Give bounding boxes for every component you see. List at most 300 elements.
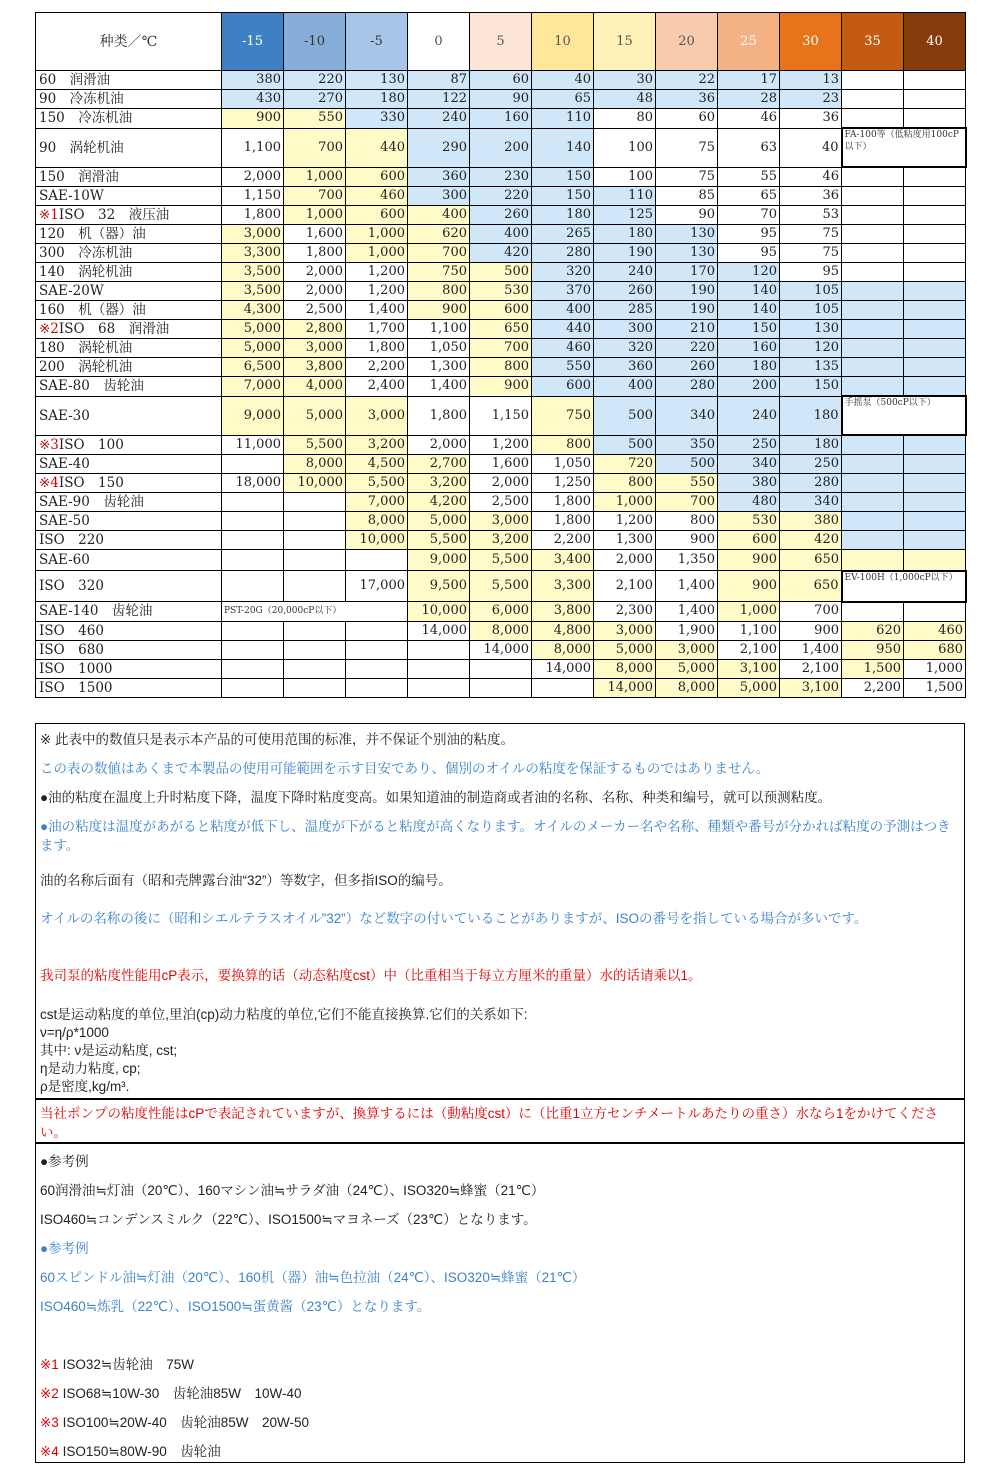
footnote-text: ISO32≒齿轮油 75W [62, 1357, 194, 1372]
viscosity-cell: 340 [656, 396, 718, 435]
oil-name-text: SAE-60 [39, 552, 90, 568]
viscosity-cell [842, 474, 904, 493]
oil-name-text: 90 涡轮机油 [39, 139, 124, 156]
viscosity-cell: 600 [470, 301, 532, 320]
oil-name [36, 282, 222, 301]
pump-note: EV-100H（1,000cP以下） [842, 571, 966, 602]
oil-name-text: SAE-20W [39, 283, 104, 299]
viscosity-cell: 130 [656, 244, 718, 263]
viscosity-cell: 5,500 [470, 550, 532, 571]
viscosity-cell: 750 [408, 263, 470, 282]
table-row [36, 550, 966, 571]
viscosity-cell [842, 377, 904, 397]
viscosity-cell: 36 [780, 109, 842, 129]
viscosity-cell: 2,000 [222, 167, 284, 187]
oil-name-text: 160 机（器）油 [39, 302, 146, 318]
viscosity-cell: 1,800 [408, 396, 470, 435]
viscosity-cell [904, 474, 966, 493]
viscosity-cell: 530 [470, 282, 532, 301]
viscosity-cell: 160 [470, 109, 532, 129]
table-row [36, 435, 966, 455]
viscosity-cell [408, 659, 470, 678]
viscosity-cell: 800 [532, 435, 594, 455]
viscosity-cell: 180 [780, 396, 842, 435]
viscosity-cell [904, 550, 966, 571]
viscosity-cell: 5,000 [656, 659, 718, 678]
viscosity-cell [904, 263, 966, 282]
viscosity-cell [904, 90, 966, 109]
viscosity-cell: 28 [718, 90, 780, 109]
viscosity-cell: 75 [656, 128, 718, 167]
viscosity-cell: 48 [594, 90, 656, 109]
oil-name-text: 150 润滑油 [39, 168, 119, 185]
viscosity-cell [842, 435, 904, 455]
viscosity-cell: 700 [656, 493, 718, 512]
viscosity-cell [842, 71, 904, 90]
viscosity-cell: 7,000 [346, 493, 408, 512]
viscosity-cell: 700 [470, 339, 532, 358]
viscosity-cell [408, 678, 470, 697]
note-line: ρ是密度,kg/m³. [40, 1079, 130, 1094]
viscosity-cell: 1,300 [594, 531, 656, 550]
viscosity-cell: 230 [470, 167, 532, 187]
viscosity-cell: 260 [656, 358, 718, 377]
viscosity-cell: 900 [408, 301, 470, 320]
oil-name-text: 300 冷冻机油 [39, 245, 133, 261]
viscosity-cell [222, 493, 284, 512]
viscosity-cell: 280 [780, 474, 842, 493]
table-row [36, 167, 966, 187]
viscosity-cell: 1,000 [346, 244, 408, 263]
viscosity-cell: 550 [656, 474, 718, 493]
viscosity-cell: 2,500 [284, 301, 346, 320]
oil-name [36, 396, 222, 435]
oil-name [36, 550, 222, 571]
oil-name-text: ISO 220 [39, 532, 104, 548]
oil-name-text: SAE-140 齿轮油 [39, 603, 153, 620]
reference-line: 60スピンドル油≒灯油（20℃）、160机（器）油≒色拉油（24℃）、ISO320≒蜂蜜（21℃） [40, 1270, 586, 1285]
viscosity-cell: 65 [718, 187, 780, 206]
viscosity-cell: 1,200 [470, 435, 532, 455]
viscosity-cell: 500 [594, 435, 656, 455]
viscosity-cell [904, 301, 966, 320]
viscosity-cell: 620 [408, 225, 470, 244]
viscosity-cell: 2,500 [470, 493, 532, 512]
viscosity-cell: 460 [904, 621, 966, 640]
oil-name-text: 180 涡轮机油 [39, 340, 133, 356]
viscosity-cell: 300 [408, 187, 470, 206]
viscosity-cell: 5,000 [408, 512, 470, 531]
footnote-marker: ※4 [39, 475, 59, 491]
viscosity-cell: 1,800 [532, 493, 594, 512]
viscosity-cell [842, 225, 904, 244]
viscosity-cell: 1,000 [284, 206, 346, 225]
reference-box [35, 1143, 965, 1463]
pump-note: 手摇泵（500cP以下） [842, 396, 966, 435]
viscosity-cell: 950 [842, 640, 904, 659]
viscosity-cell: 340 [780, 493, 842, 512]
viscosity-cell: 125 [594, 206, 656, 225]
oil-name [36, 206, 222, 225]
viscosity-cell: 700 [780, 602, 842, 622]
viscosity-cell [346, 621, 408, 640]
viscosity-cell: 240 [408, 109, 470, 129]
viscosity-cell: 4,200 [408, 493, 470, 512]
viscosity-cell [842, 301, 904, 320]
oil-name [36, 531, 222, 550]
footnote-text: ISO68≒10W-30 齿轮油85W 10W-40 [62, 1386, 302, 1401]
note-line: 其中: ν是运动粘度, cst; [40, 1043, 178, 1058]
viscosity-cell: 110 [532, 109, 594, 129]
oil-name-text: ISO 150 [58, 475, 124, 491]
oil-name [36, 474, 222, 493]
viscosity-cell: 6,000 [470, 602, 532, 622]
viscosity-cell: 3,800 [284, 358, 346, 377]
viscosity-cell: 285 [594, 301, 656, 320]
viscosity-cell: 140 [718, 282, 780, 301]
viscosity-cell: 5,000 [284, 396, 346, 435]
viscosity-cell: 3,300 [532, 571, 594, 602]
viscosity-cell: 1,900 [656, 621, 718, 640]
conversion-note-box [35, 1099, 965, 1143]
viscosity-cell: 14,000 [594, 678, 656, 697]
viscosity-cell: 240 [594, 263, 656, 282]
oil-name-text: ISO 1000 [39, 660, 113, 677]
footnote-marker: ※4 [40, 1444, 59, 1459]
viscosity-cell: 75 [656, 167, 718, 187]
viscosity-cell [470, 659, 532, 678]
viscosity-cell: 380 [780, 512, 842, 531]
viscosity-cell: 8,000 [346, 512, 408, 531]
viscosity-cell: 180 [346, 90, 408, 109]
viscosity-cell [284, 512, 346, 531]
table-row [36, 128, 966, 167]
oil-name [36, 512, 222, 531]
viscosity-cell: 22 [656, 71, 718, 90]
viscosity-cell: 13 [780, 71, 842, 90]
oil-name-text: ISO 320 [39, 578, 104, 594]
viscosity-cell: 270 [284, 90, 346, 109]
table-row [36, 187, 966, 206]
viscosity-cell: 180 [532, 206, 594, 225]
viscosity-cell: 2,200 [842, 678, 904, 697]
footnote-line [40, 1382, 960, 1402]
viscosity-cell: 400 [594, 377, 656, 397]
viscosity-cell: 150 [718, 320, 780, 339]
oil-name [36, 128, 222, 167]
viscosity-cell [842, 455, 904, 474]
viscosity-cell: 11,000 [222, 435, 284, 455]
viscosity-table [35, 12, 967, 698]
viscosity-cell: 2,300 [594, 602, 656, 622]
viscosity-cell: 10,000 [346, 531, 408, 550]
viscosity-cell: 650 [780, 550, 842, 571]
viscosity-cell: 900 [656, 531, 718, 550]
note-line: cst是运动粘度的单位,里泊(cp)动力粘度的单位,它们不能直接换算.它们的关系如下: [40, 1007, 528, 1022]
viscosity-cell: 160 [718, 339, 780, 358]
table-row [36, 474, 966, 493]
viscosity-cell: 800 [470, 358, 532, 377]
oil-name-text: SAE-50 [39, 513, 90, 529]
viscosity-cell: 1,400 [656, 602, 718, 622]
viscosity-cell: 1,600 [284, 225, 346, 244]
footnote-line [40, 1353, 960, 1373]
viscosity-cell [284, 659, 346, 678]
oil-name [36, 109, 222, 129]
viscosity-cell: 240 [718, 396, 780, 435]
viscosity-cell: 1,050 [532, 455, 594, 474]
viscosity-cell: 260 [594, 282, 656, 301]
viscosity-cell: 800 [594, 474, 656, 493]
viscosity-cell: 1,500 [842, 659, 904, 678]
oil-name-text: ISO 1500 [39, 679, 113, 696]
viscosity-cell [532, 678, 594, 697]
viscosity-cell: 5,000 [222, 339, 284, 358]
viscosity-cell: 55 [718, 167, 780, 187]
viscosity-cell: 2,000 [470, 474, 532, 493]
viscosity-cell [904, 244, 966, 263]
viscosity-cell: 720 [594, 455, 656, 474]
viscosity-cell: 350 [656, 435, 718, 455]
viscosity-cell: 3,000 [656, 640, 718, 659]
note-line: ν=η/ρ*1000 [40, 1025, 109, 1040]
viscosity-cell: 122 [408, 90, 470, 109]
footnote-marker: ※3 [39, 436, 59, 453]
table-header-row [36, 13, 966, 71]
viscosity-cell [222, 659, 284, 678]
footnote-marker: ※1 [39, 207, 59, 223]
viscosity-cell: 1,700 [346, 320, 408, 339]
viscosity-cell: 46 [780, 167, 842, 187]
viscosity-cell: 190 [656, 282, 718, 301]
viscosity-cell: 400 [532, 301, 594, 320]
viscosity-cell: 440 [532, 320, 594, 339]
table-row [36, 659, 966, 678]
oil-name-text: ISO 460 [39, 622, 104, 639]
oil-name [36, 244, 222, 263]
viscosity-cell: 2,000 [594, 550, 656, 571]
oil-name-text: 90 冷冻机油 [39, 91, 124, 107]
viscosity-cell: 4,000 [284, 377, 346, 397]
reference-line: ISO460≒コンデンスミルク（22℃）、ISO1500≒マヨネーズ（23℃）となります。 [40, 1212, 537, 1227]
viscosity-cell: 2,200 [532, 531, 594, 550]
viscosity-cell: 5,500 [470, 571, 532, 602]
viscosity-cell: 420 [470, 244, 532, 263]
viscosity-cell [842, 602, 904, 622]
viscosity-cell: 1,000 [284, 167, 346, 187]
viscosity-cell [284, 621, 346, 640]
table-row [36, 358, 966, 377]
oil-name-text: 150 冷冻机油 [39, 110, 133, 127]
viscosity-cell: 800 [408, 282, 470, 301]
viscosity-cell: 600 [346, 167, 408, 187]
viscosity-cell: 5,500 [284, 435, 346, 455]
viscosity-cell: 460 [532, 339, 594, 358]
viscosity-cell: 4,300 [222, 301, 284, 320]
oil-name-text: SAE-10W [39, 188, 104, 204]
viscosity-cell: 1,600 [470, 455, 532, 474]
viscosity-cell [904, 167, 966, 187]
viscosity-cell: 400 [408, 206, 470, 225]
viscosity-cell: 1,800 [284, 244, 346, 263]
viscosity-cell: 320 [532, 263, 594, 282]
viscosity-cell: 460 [346, 187, 408, 206]
viscosity-cell [284, 640, 346, 659]
viscosity-cell [284, 531, 346, 550]
viscosity-cell: 9,000 [408, 550, 470, 571]
viscosity-cell [346, 550, 408, 571]
viscosity-cell [842, 493, 904, 512]
viscosity-cell: 140 [532, 128, 594, 167]
viscosity-cell [904, 512, 966, 531]
viscosity-cell: 3,000 [594, 621, 656, 640]
viscosity-cell: 70 [718, 206, 780, 225]
viscosity-cell: 36 [656, 90, 718, 109]
viscosity-cell: 170 [656, 263, 718, 282]
viscosity-cell: 1,000 [346, 225, 408, 244]
viscosity-cell: 65 [532, 90, 594, 109]
viscosity-cell: 105 [780, 301, 842, 320]
viscosity-cell: 1,800 [222, 206, 284, 225]
viscosity-cell [842, 187, 904, 206]
viscosity-cell: 150 [532, 187, 594, 206]
viscosity-cell [284, 571, 346, 602]
viscosity-cell: 1,100 [718, 621, 780, 640]
viscosity-cell: 190 [594, 244, 656, 263]
corner-label: 种类／℃ [36, 13, 222, 71]
table-row [36, 90, 966, 109]
oil-name [36, 640, 222, 659]
viscosity-cell: 900 [718, 571, 780, 602]
footnote-marker: ※3 [40, 1415, 59, 1430]
viscosity-cell [842, 167, 904, 187]
viscosity-cell: 250 [780, 455, 842, 474]
viscosity-cell: 180 [780, 435, 842, 455]
viscosity-cell: 17 [718, 71, 780, 90]
viscosity-cell: 2,100 [718, 640, 780, 659]
viscosity-cell: 380 [222, 71, 284, 90]
viscosity-cell: 440 [346, 128, 408, 167]
viscosity-cell [842, 244, 904, 263]
viscosity-cell [842, 320, 904, 339]
viscosity-cell: 1,300 [408, 358, 470, 377]
oil-name [36, 339, 222, 358]
viscosity-cell: 8,000 [656, 678, 718, 697]
viscosity-cell: 85 [656, 187, 718, 206]
viscosity-cell: 60 [656, 109, 718, 129]
viscosity-cell [222, 550, 284, 571]
viscosity-cell: 40 [532, 71, 594, 90]
oil-name [36, 90, 222, 109]
viscosity-cell: 3,200 [346, 435, 408, 455]
viscosity-cell: 150 [780, 377, 842, 397]
temp-header--15: -15 [222, 13, 284, 71]
viscosity-cell [904, 455, 966, 474]
pump-note: FA-100等（低粘度用100cP以下） [842, 128, 966, 167]
table-row [36, 678, 966, 697]
pump-note: PST-20G（20,000cP以下） [222, 602, 408, 622]
viscosity-cell [842, 109, 904, 129]
viscosity-cell [222, 455, 284, 474]
oil-name-text: 120 机（器）油 [39, 226, 146, 242]
viscosity-cell: 300 [594, 320, 656, 339]
footnote-line [40, 1440, 960, 1460]
oil-name [36, 301, 222, 320]
viscosity-cell: 130 [346, 71, 408, 90]
viscosity-cell: 280 [656, 377, 718, 397]
table-row [36, 621, 966, 640]
viscosity-cell: 360 [594, 358, 656, 377]
viscosity-cell [904, 282, 966, 301]
viscosity-cell [284, 493, 346, 512]
reference-line: 60润滑油≒灯油（20℃）、160マシン油≒サラダ油（24℃）、ISO320≒蜂蜜（21℃） [40, 1183, 545, 1198]
viscosity-cell: 2,100 [780, 659, 842, 678]
footnote-marker: ※2 [40, 1386, 59, 1401]
viscosity-cell: 1,100 [408, 320, 470, 339]
viscosity-cell: 95 [718, 244, 780, 263]
viscosity-cell [904, 493, 966, 512]
viscosity-cell: 75 [780, 225, 842, 244]
temp-header-30: 30 [780, 13, 842, 71]
oil-name [36, 320, 222, 339]
temp-header--5: -5 [346, 13, 408, 71]
table-row [36, 602, 966, 622]
viscosity-cell: 1,000 [718, 602, 780, 622]
temp-header-5: 5 [470, 13, 532, 71]
footnote-marker: ※1 [40, 1357, 59, 1372]
viscosity-cell: 100 [594, 128, 656, 167]
viscosity-cell: 3,200 [408, 474, 470, 493]
note-line: オイルの名称の後に（昭和シエルテラスオイル”32”）など数字の付いていることがありますが、ISOの番号を指している場合が多いです。 [40, 911, 868, 926]
temp-header-0: 0 [408, 13, 470, 71]
viscosity-cell: 1,400 [346, 301, 408, 320]
temp-header-40: 40 [904, 13, 966, 71]
viscosity-cell: 90 [470, 90, 532, 109]
note-line: この表の数値はあくまで本製品の使用可能範囲を示す目安であり、個別のオイルの粘度を保証するものではありません。 [40, 761, 770, 776]
viscosity-cell: 1,150 [470, 396, 532, 435]
viscosity-cell [842, 90, 904, 109]
oil-name-text: SAE-30 [39, 407, 90, 424]
viscosity-cell: 80 [594, 109, 656, 129]
viscosity-cell: 14,000 [470, 640, 532, 659]
oil-name-text: 200 涡轮机油 [39, 359, 133, 375]
viscosity-cell: 3,800 [532, 602, 594, 622]
oil-name-text: 140 涡轮机油 [39, 264, 133, 280]
viscosity-cell [904, 206, 966, 225]
viscosity-cell [222, 531, 284, 550]
viscosity-cell: 3,000 [222, 225, 284, 244]
viscosity-cell: 620 [842, 621, 904, 640]
viscosity-cell: 680 [904, 640, 966, 659]
viscosity-cell: 8,000 [594, 659, 656, 678]
viscosity-cell: 900 [780, 621, 842, 640]
note-line: ●油的粘度在温度上升时粘度下降，温度下降时粘度变高。如果知道油的制造商或者油的名称、名称、种类和编号，就可以预测粘度。 [40, 790, 832, 805]
viscosity-cell: 750 [532, 396, 594, 435]
viscosity-cell: 8,000 [532, 640, 594, 659]
viscosity-cell: 3,200 [470, 531, 532, 550]
note-line: η是动力粘度, cp; [40, 1061, 141, 1076]
viscosity-cell: 180 [594, 225, 656, 244]
viscosity-cell: 95 [718, 225, 780, 244]
viscosity-cell: 900 [470, 377, 532, 397]
viscosity-cell: 3,400 [532, 550, 594, 571]
viscosity-cell: 1,100 [222, 128, 284, 167]
oil-name [36, 659, 222, 678]
viscosity-cell [904, 531, 966, 550]
viscosity-cell: 75 [780, 244, 842, 263]
viscosity-cell: 87 [408, 71, 470, 90]
temp-header-25: 25 [718, 13, 780, 71]
